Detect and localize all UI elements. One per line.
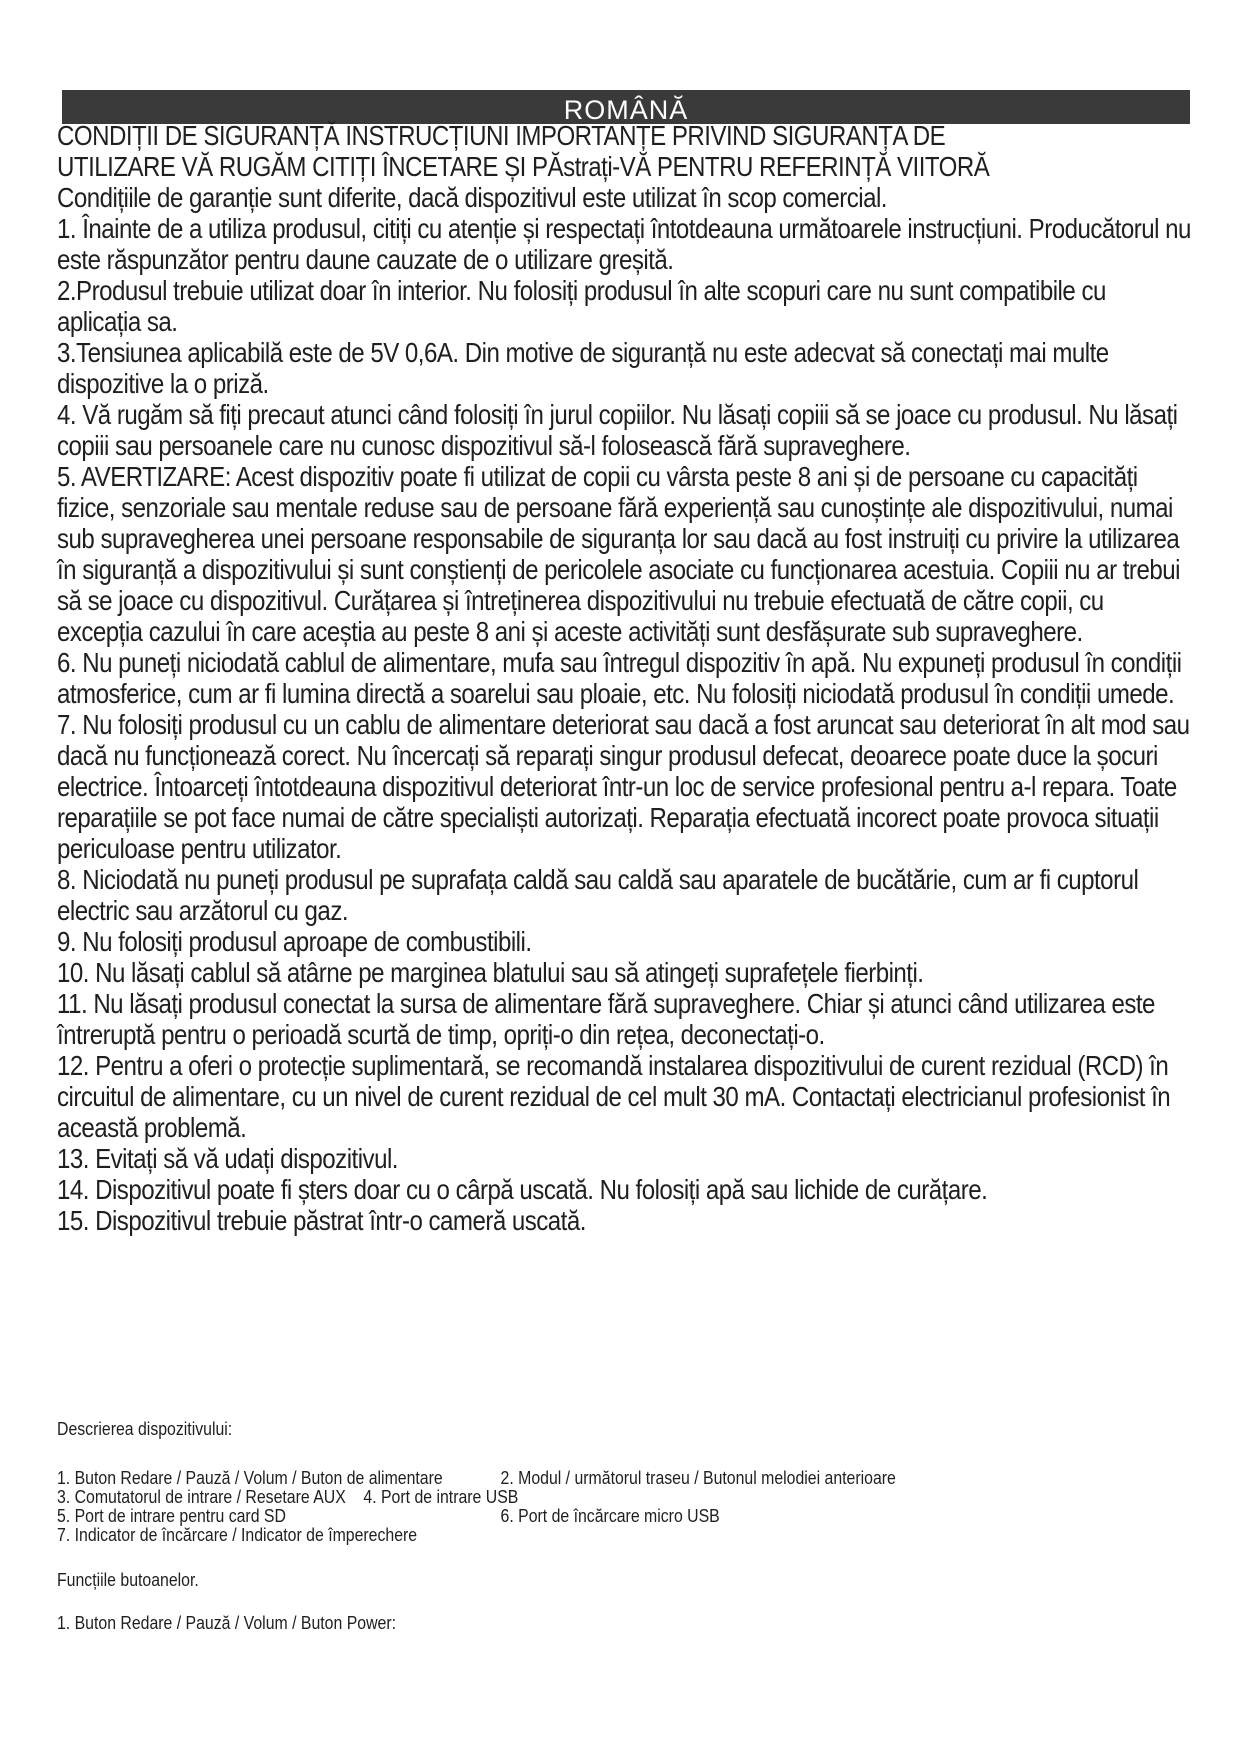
description-title: Descrierea dispozitivului: (57, 1419, 233, 1439)
safety-item-11: 11. Nu lăsați produsul conectat la sursa de alimentare fără supraveghere. Chiar și atunci când utilizarea este întreruptă pentru o perioadă scurtă de timp, opriți-o din rețea, deconectați-o. (57, 988, 1155, 1050)
safety-item-4: 4. Vă rugăm să fiți precaut atunci când folosiți în jurul copiilor. Nu lăsați copiii să se joace cu produsul. Nu lăsați copiii sau persoanele care nu cunosc dispozitivul să-l folosească fără supraveghere. (57, 399, 1178, 461)
safety-title-line-2: UTILIZARE VĂ RUGĂM CITIȚI ÎNCETARE ȘI PĂstrați-VĂ PENTRU REFERINȚĂ VIITORĂ (57, 151, 990, 182)
description-row (57, 1507, 1060, 1526)
safety-item-3: 3.Tensiunea aplicabilă este de 5V 0,6A. Din motive de siguranță nu este adecvat să conectați mai multe dispozitive la o priză. (57, 337, 1109, 399)
safety-item-10: 10. Nu lăsați cablul să atârne pe marginea blatului sau să atingeți suprafețele fierbinți. (57, 957, 924, 988)
safety-title-line-1: CONDIȚII DE SIGURANȚĂ INSTRUCȚIUNI IMPORTANȚE PRIVIND SIGURANȚA DE (57, 120, 946, 151)
safety-item-13: 13. Evitați să vă udați dispozitivul. (57, 1143, 398, 1174)
safety-item-5: 5. AVERTIZARE: Acest dispozitiv poate fi utilizat de copii cu vârsta peste 8 ani și de persoane cu capacități fizice, senzoriale sau mentale reduse sau de persoane fără experiență sau cunoștințe ale dispozitivului, numai sub supravegherea unei persoane responsabile de siguranța lor sau dacă au fost instruiți cu privire la utilizarea în siguranță a dispozitivului și sunt conștienți de pericolele asociate cu funcționarea acestuia. Copiii nu ar trebui să se joace cu dispozitivul. Curățarea și întreținerea dispozitivului nu trebuie efectuată de către copii, cu excepția cazului în care aceștia au peste 8 ani și aceste activități sunt desfășurate sub supraveghere. (57, 461, 1180, 647)
safety-item-7: 7. Nu folosiți produsul cu un cablu de alimentare deteriorat sau dacă a fost aruncat sau deteriorat în alt mod sau dacă nu funcționează corect. Nu încercați să reparați singur produsul defecat, deoarece poate duce la șocuri electrice. Întoarceți întotdeauna dispozitivul deteriorat într-un loc de service profesional pentru a-l repara. Toate reparațiile se pot face numai de către specialiști autorizați. Reparația efectuată incorect poate provoca situații periculoase pentru utilizator. (57, 709, 1190, 864)
warranty-note: Condițiile de garanție sunt diferite, dacă dispozitivul este utilizat în scop comercial. (57, 182, 887, 213)
safety-text (57, 120, 1192, 1236)
safety-item-9: 9. Nu folosiți produsul aproape de combustibili. (57, 926, 532, 957)
safety-item-12: 12. Pentru a oferi o protecție suplimentară, se recomandă instalarea dispozitivului de curent rezidual (RCD) în circuitul de alimentare, cu un nivel de curent rezidual de cel mult 30 mA. Contactați electricianul profesionist în această problemă. (57, 1050, 1171, 1143)
language-label: ROMÂNĂ (563, 95, 689, 125)
description-cell: 7. Indicator de încărcare / Indicator de împerechere (57, 1525, 418, 1545)
safety-item-2: 2.Produsul trebuie utilizat doar în interior. Nu folosiți produsul în alte scopuri care nu sunt compatibile cu aplicația sa. (57, 275, 1106, 337)
functions-title: Funcțiile butoanelor. (57, 1570, 199, 1590)
safety-item-15: 15. Dispozitivul trebuie păstrat într-o cameră uscată. (57, 1205, 586, 1236)
description-cell: 5. Port de intrare pentru card SD (57, 1506, 286, 1526)
description-cell: 2. Modul / următorul traseu / Butonul melodiei anterioare (500, 1468, 896, 1488)
description-row (57, 1488, 1060, 1507)
description-row (57, 1469, 1060, 1488)
language-header-bar (62, 90, 1190, 124)
safety-item-8: 8. Niciodată nu puneți produsul pe suprafața caldă sau caldă sau aparatele de bucătărie, cum ar fi cuptorul electric sau arzătorul cu gaz. (57, 864, 1139, 926)
function-item-1: 1. Buton Redare / Pauză / Volum / Buton Power: (57, 1613, 397, 1633)
description-cell: 3. Comutatorul de intrare / Resetare AUX 4. Port de intrare USB (57, 1487, 519, 1507)
description-cell: 6. Port de încărcare micro USB (500, 1506, 720, 1526)
description-cell: 1. Buton Redare / Pauză / Volum / Buton de alimentare (57, 1468, 443, 1488)
description-row (57, 1526, 1060, 1545)
safety-item-6: 6. Nu puneți niciodată cablul de alimentare, mufa sau întregul dispozitiv în apă. Nu expuneți produsul în condiții atmosferice, cum ar fi lumina directă a soarelui sau ploaie, etc. Nu folosiți niciodată produsul în condiții umede. (57, 647, 1182, 709)
safety-section (57, 120, 1197, 1236)
safety-item-14: 14. Dispozitivul poate fi șters doar cu o cârpă uscată. Nu folosiți apă sau lichide de curățare. (57, 1174, 988, 1205)
device-description-section (57, 1420, 1060, 1633)
safety-item-1: 1. Înainte de a utiliza produsul, citiți cu atenție și respectați întotdeauna următoarele instrucțiuni. Producătorul nu este răspunzător pentru daune cauzate de o utilizare greșită. (57, 213, 1191, 275)
